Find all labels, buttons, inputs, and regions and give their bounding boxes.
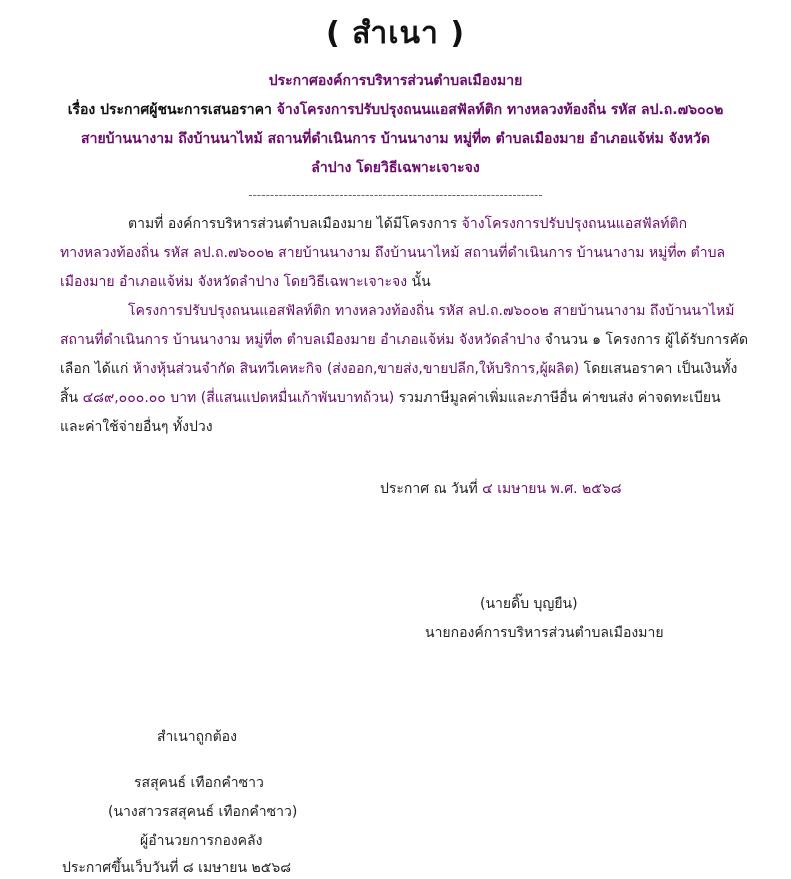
org-announcement-line: ประกาศองค์การบริหารส่วนตำบลเมืองมาย bbox=[268, 73, 523, 89]
paragraph-2-line-2: สถานที่ดำเนินการ บ้านนางาม หมู่ที่๓ ตำบลเมืองมาย อำเภอแจ้ห่ม จังหวัดลำปาง จำนวน ๑ โครงการ ผู้ได้รับการคัด bbox=[60, 332, 749, 348]
announcement-date-line: ประกาศ ณ วันที่ ๔ เมษายน พ.ศ. ๒๕๖๘ bbox=[380, 481, 622, 497]
paragraph-2-line-1: โครงการปรับปรุงถนนแอสฟัลท์ติก ทางหลวงท้องถิ่น รหัส ลป.ถ.๗๖๐๐๒ สายบ้านนางาม ถึงบ้านนาไหม้ bbox=[128, 303, 735, 319]
certifier-signature: รสสุคนธ์ เทือกคำซาว bbox=[134, 775, 264, 791]
paragraph-2-line-5: และค่าใช้จ่ายอื่นๆ ทั้งปวง bbox=[60, 419, 213, 435]
subject-line-1-text: จ้างโครงการปรับปรุงถนนแอสฟัลท์ติก ทางหลวงท้องถิ่น รหัส ลป.ถ.๗๖๐๐๒ bbox=[271, 102, 724, 118]
subject-line-2: สายบ้านนางาม ถึงบ้านนาไหม้ สถานที่ดำเนินการ บ้านนางาม หมู่ที่๓ ตำบลเมืองมาย อำเภอแจ้ห่ม จังหวัด bbox=[81, 131, 710, 147]
paragraph-1-line-2: ทางหลวงท้องถิ่น รหัส ลป.ถ.๗๖๐๐๒ สายบ้านนางาม ถึงบ้านนาไหม้ สถานที่ดำเนินการ บ้านนางาม หมู่ที่๓ ตำบล bbox=[60, 245, 726, 261]
subject-prefix: เรื่อง ประกาศผู้ชนะการเสนอราคา bbox=[67, 102, 272, 118]
certifier-full-name: (นางสาวรสสุคนธ์ เทือกคำซาว) bbox=[108, 804, 298, 820]
web-posted-date: ประกาศขึ้นเว็บวันที่ ๘ เมษายน ๒๕๖๘ bbox=[62, 860, 292, 876]
paragraph-1-line-1: ตามที่ องค์การบริหารส่วนตำบลเมืองมาย ได้มีโครงการ จ้างโครงการปรับปรุงถนนแอสฟัลท์ติก bbox=[128, 216, 688, 232]
paragraph-1-line-3: เมืองมาย อำเภอแจ้ห่ม จังหวัดลำปาง โดยวิธีเฉพาะเจาะจง นั้น bbox=[60, 274, 431, 290]
signatory-name: (นายดิ๊บ บุญยืน) bbox=[480, 596, 578, 612]
signatory-position: นายกองค์การบริหารส่วนตำบลเมืองมาย bbox=[425, 625, 664, 641]
subject-line-3: ลำปาง โดยวิธีเฉพาะเจาะจง bbox=[311, 160, 480, 176]
divider-line: -------------------------------------------------------------------- bbox=[248, 188, 543, 202]
certifier-position: ผู้อำนวยการกองคลัง bbox=[140, 833, 263, 849]
paragraph-2-line-4: สิ้น ๔๘๙,๐๐๐.๐๐ บาท (สี่แสนแปดหมื่นเก้าพันบาทถ้วน) รวมภาษีมูลค่าเพิ่มและภาษีอื่น ค่าขนส่ง ค่าจดทะเบียน bbox=[60, 390, 721, 406]
paragraph-2-line-3: เลือก ได้แก่ ห้างหุ้นส่วนจำกัด สินทวีเคหะกิจ (ส่งออก,ขายส่ง,ขายปลีก,ให้บริการ,ผู้ผลิต) โดยเสนอราคา เป็นเงินทั้ง bbox=[60, 361, 738, 377]
copy-stamp: ( สำเนา ) bbox=[325, 16, 466, 51]
announcement-date: ๔ เมษายน พ.ศ. ๒๕๖๘ bbox=[482, 481, 622, 497]
certified-copy-label: สำเนาถูกต้อง bbox=[157, 729, 237, 745]
subject-line-1 bbox=[0, 99, 791, 121]
